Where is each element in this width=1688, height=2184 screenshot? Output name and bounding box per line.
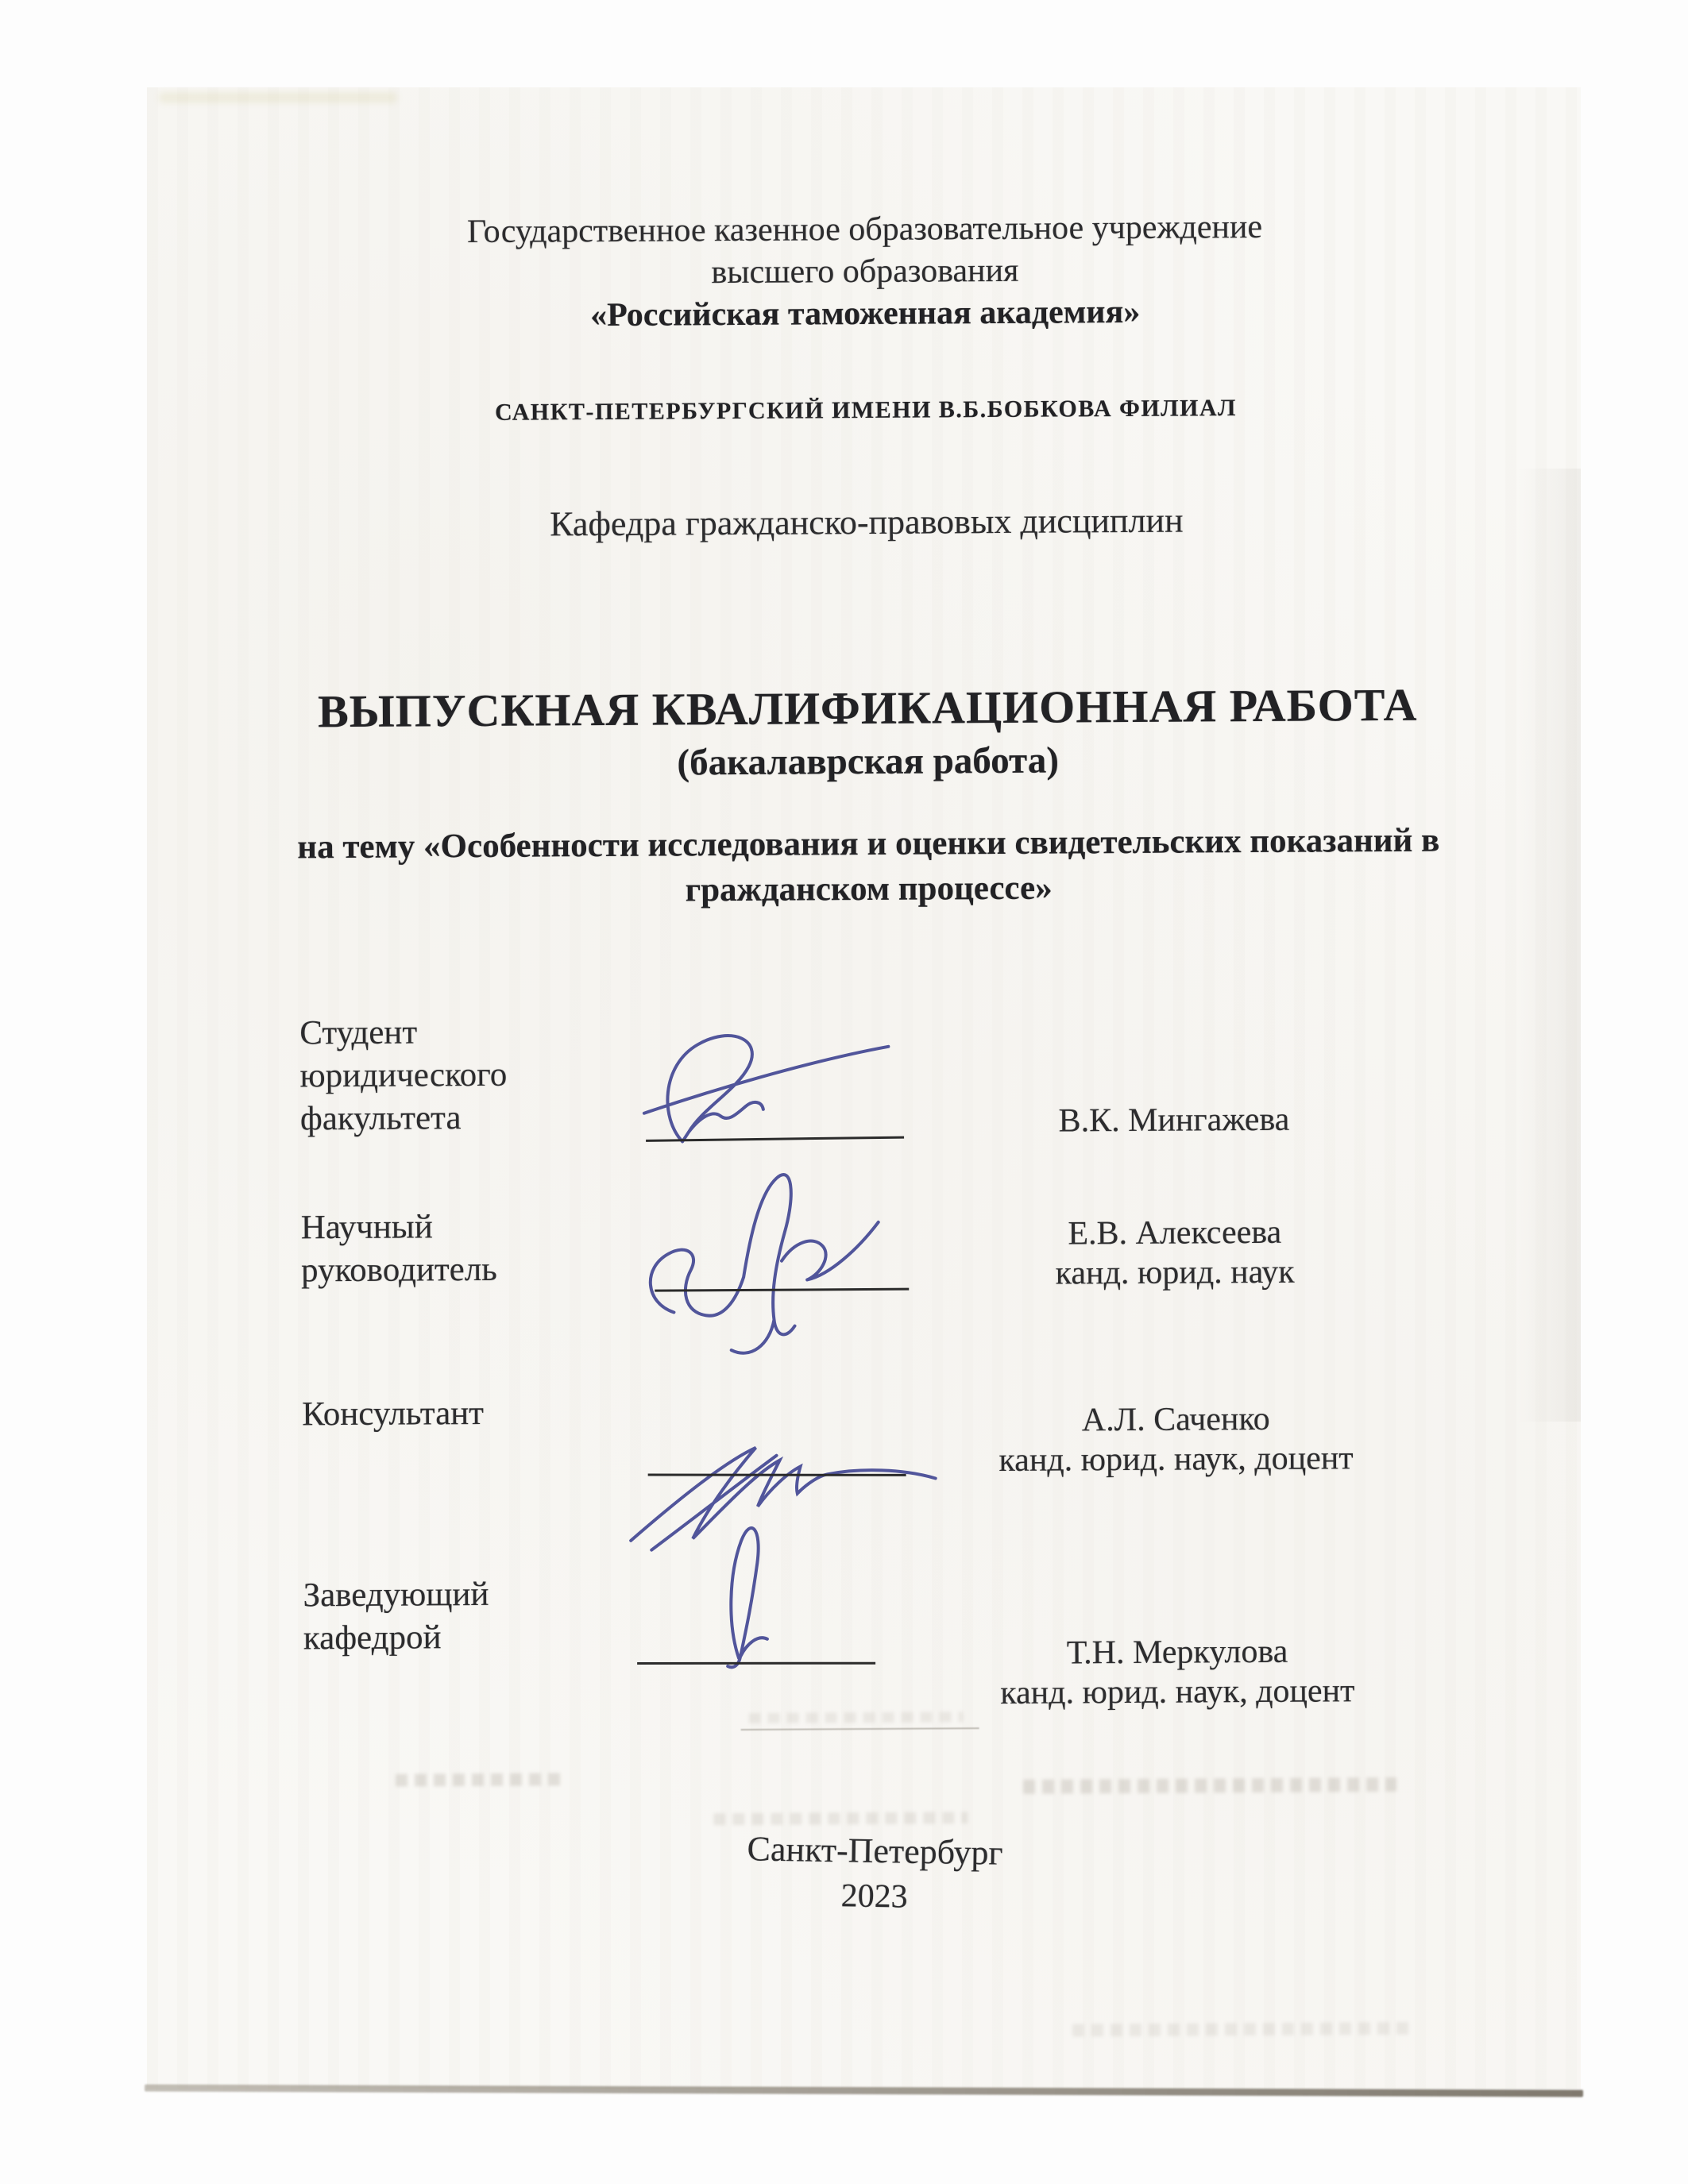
institution-line-3: «Российская таможенная академия» (590, 293, 1141, 334)
signatory-credentials-consultant: канд. юрид. наук, доцент (999, 1440, 1354, 1479)
bleedthrough-mark (713, 1812, 968, 1825)
signatory-name-head: Т.Н. Меркулова (1066, 1633, 1288, 1672)
role-line: факультета (299, 1099, 462, 1138)
signatory-role-supervisor (301, 1206, 497, 1293)
signatory-name-consultant: А.Л. Саченко (1081, 1400, 1270, 1439)
topic-line-1: на тему «Особенности исследования и оценки свидетельских показаний в (297, 821, 1440, 866)
signature-rule (648, 1474, 906, 1476)
bleedthrough-mark (396, 1773, 566, 1786)
branch-name: САНКТ-ПЕТЕРБУРГСКИЙ ИМЕНИ В.Б.БОБКОВА ФИЛИАЛ (494, 395, 1238, 426)
footer-year: 2023 (840, 1877, 909, 1916)
signatory-credentials-supervisor: канд. юрид. наук (1055, 1253, 1295, 1292)
signatory-name-supervisor: Е.В. Алексеева (1068, 1214, 1282, 1252)
role-line: руководитель (300, 1250, 497, 1290)
role-line: Студент (299, 1013, 418, 1052)
role-line: кафедрой (303, 1619, 442, 1657)
footer-city: Санкт-Петербург (747, 1829, 1003, 1873)
bleedthrough-mark (741, 1727, 979, 1731)
topic-line-2: гражданском процессе» (685, 869, 1053, 909)
institution-line-1: Государственное казенное образовательное учреждение (466, 208, 1263, 251)
signatory-name-student: В.К. Мингажева (1058, 1101, 1290, 1140)
paper-sheet (147, 87, 1581, 2089)
bleedthrough-mark (1023, 1777, 1396, 1794)
institution-line-2: высшего образования (711, 252, 1019, 291)
role-line: Научный (300, 1208, 433, 1247)
signatory-role-head (303, 1573, 489, 1660)
signatory-role-consultant (302, 1392, 484, 1436)
role-line: Заведующий (303, 1575, 489, 1615)
department-name: Кафедра гражданско-правовых дисциплин (549, 500, 1184, 544)
role-line: юридического (299, 1055, 508, 1095)
signature-rule (637, 1662, 875, 1665)
role-line: Консультант (302, 1394, 485, 1433)
signature-supervisor (622, 1156, 910, 1364)
footer-block (157, 1819, 1592, 1921)
work-subtype: (бакалаврская работа) (677, 739, 1060, 784)
bleedthrough-mark (749, 1711, 964, 1723)
bleedthrough-mark (1072, 2022, 1414, 2037)
work-type-title: ВЫПУСКНАЯ КВАЛИФИКАЦИОННАЯ РАБОТА (317, 678, 1418, 738)
signature-head (676, 1513, 812, 1673)
page-content (147, 83, 1593, 2093)
signatory-credentials-head: канд. юрид. наук, доцент (1000, 1673, 1355, 1711)
signatory-role-student (299, 1011, 508, 1141)
